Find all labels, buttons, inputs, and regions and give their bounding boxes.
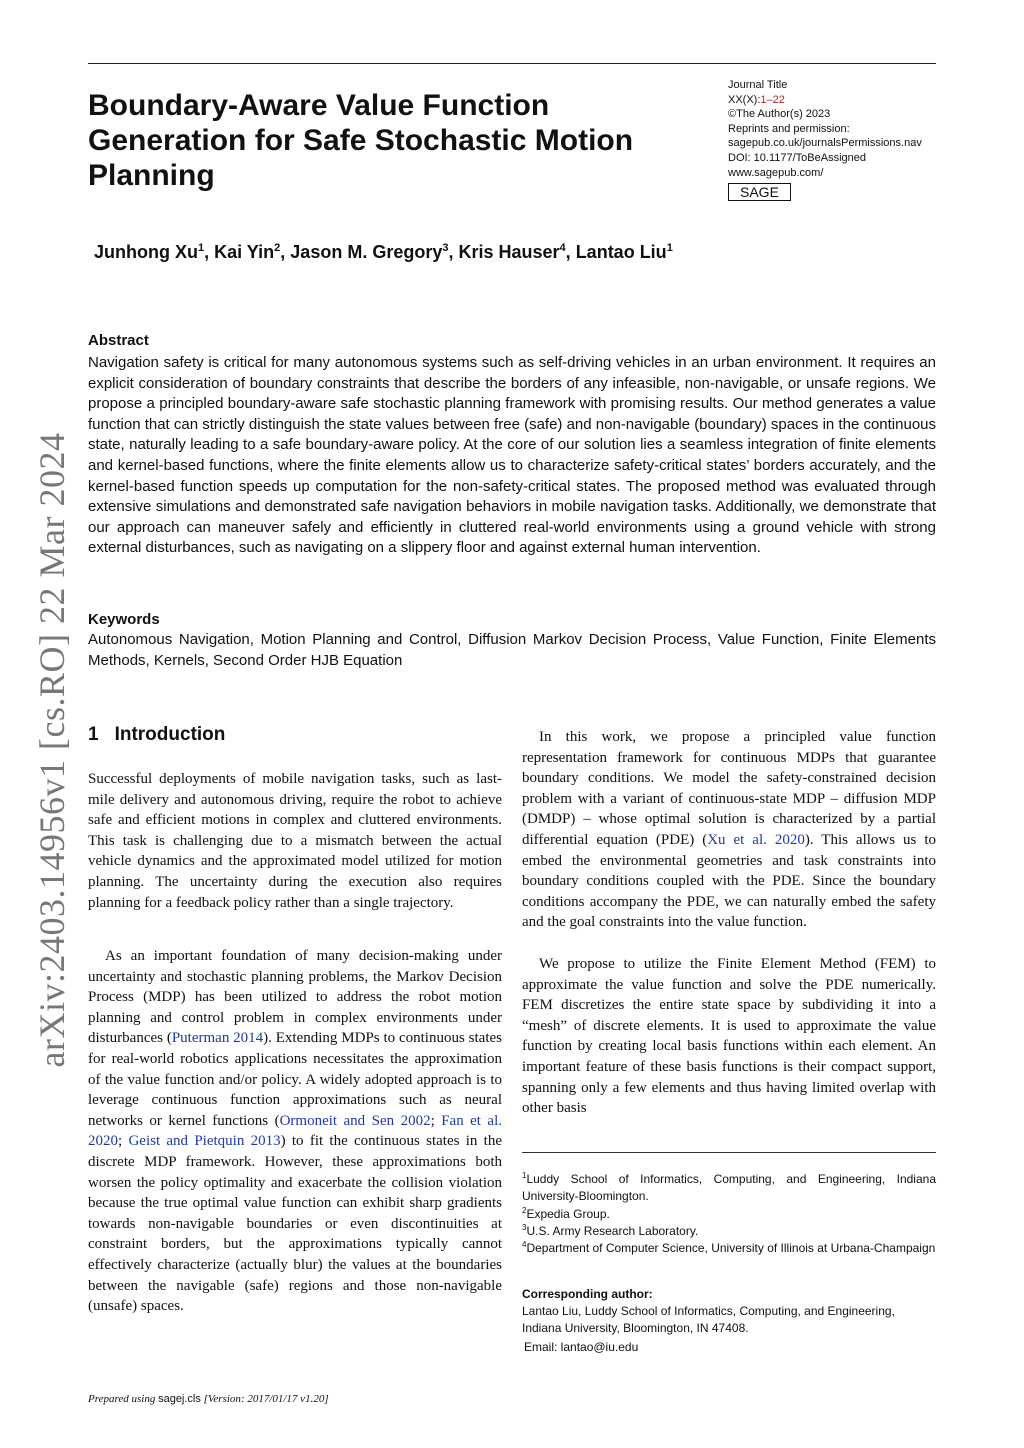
author: Junhong Xu$^1$ (94, 242, 205, 262)
arxiv-stamp: arXiv:2403.14956v1 [cs.RO] 22 Mar 2024 (32, 432, 72, 1068)
intro-paragraph-4: We propose to utilize the Finite Element Method (FEM) to approximate the value function and solve the PDE numerically. FEM discretizes the entire state space by subdividing it into a “mesh” of discrete elements. It is used to approximate the value function by creating local basis functions within each element. An important feature of these basis functions is their compact support, spanning only a few elements and thus having limited overlap with other basis (522, 956, 936, 1117)
journal-doi: DOI: 10.1177/ToBeAssigned (728, 151, 866, 164)
journal-website-link[interactable]: www.sagepub.com/ (728, 166, 824, 179)
corresponding-email[interactable]: Email: lantao@iu.edu (524, 1340, 639, 1354)
abstract-text: Navigation safety is critical for many autonomous systems such as self-driving vehicles in an urban environment. It requires an explicit consideration of boundary constraints that describe the borders of any infeasible, non-navigable, or unsafe regions. We propose a principled boundary-aware safe stochastic planning framework with promising results. Our method generates a value function that can strictly distinguish the state values between free (safe) and non-navigable (boundary) spaces in the continuous state, naturally leading to a safe boundary-aware policy. At the core of our solution lies a seamless integration of finite elements and kernel-based functions, where the finite elements allow us to characterize safety-critical states’ borders accurately, and the kernel-based function speeds up computation for the non-safety-critical states. The proposed method was evaluated through extensive simulations and demonstrated safe navigation behaviors in mobile navigation tasks. Additionally, we demonstrate that our approach can maneuver safely and efficiently in cluttered real-world environments using a ground vehicle with strong external disturbances, such as navigating on a slippery floor and against external human intervention. (88, 354, 937, 557)
citation-link[interactable]: Fan et al. 2020 (88, 1112, 502, 1150)
journal-reprints: Reprints and permission: (728, 122, 850, 135)
header-rule (88, 63, 936, 64)
abstract-heading: Abstract (88, 332, 149, 349)
citation-link[interactable]: Puterman 2014 (171, 1030, 264, 1047)
footnote-affiliation-4: $^4$Department of Computer Science, University of Illinois at Urbana-Champaign (522, 1240, 936, 1255)
author-list: Junhong Xu$^1$, Kai Yin$^2$, Jason M. Gregory$^3$, Kris Hauser$^4$, Lantao Liu$^1$ (94, 242, 673, 262)
journal-name: Journal Title (728, 79, 788, 91)
citation-link[interactable]: Xu et al. 2020 (707, 831, 805, 848)
author: Lantao Liu$^1$ (575, 242, 673, 262)
section-heading-introduction (88, 724, 225, 746)
section-title: Introduction (114, 724, 226, 745)
intro-paragraph-3: In this work, we propose a principled value function representation framework for continuous MDPs that guarantee boundary conditions. We model the safety-constrained decision problem with a variant of continuous-state MDP – diffusion MDP (DMDP) – whose optimal solution is characterized by a partial differential equation (PDE) (Xu et al. 2020). This allows us to embed the environmental geometries and task constraints into boundary conditions coupled with the PDE. Since the boundary conditions accompany the PDE, we can naturally embed the safety and the goal constraints into the value function. (522, 729, 936, 931)
intro-paragraph-1: Successful deployments of mobile navigation tasks, such as last-mile delivery and autonomous driving, require the robot to achieve safe and efficient motions in complex and cluttered environments. This task is challenging due to a mismatch between the actual vehicle dynamics and the approximated model utilized for motion planning. The uncertainty during the execution also requires planning for a feedback policy rather than a single trajectory. (88, 771, 502, 911)
footnote-rule (522, 1152, 936, 1153)
journal-copyright: ©The Author(s) 2023 (728, 108, 831, 121)
citation-link[interactable]: Geist and Pietquin 2013 (128, 1133, 281, 1150)
journal-pages: 1–22 (760, 93, 785, 106)
footnote-affiliation-1: $^1$Luddy School of Informatics, Computing, and Engineering, Indiana University-Bloomington. (522, 1171, 936, 1203)
footnote-affiliation-2: $^2$Expedia Group. (522, 1206, 610, 1221)
journal-info (728, 78, 948, 202)
page-footer: Prepared using sagej.cls [Version: 2017/01/17 v1.20] (88, 1393, 329, 1405)
journal-permissions-link[interactable]: sagepub.co.uk/journalsPermissions.nav (728, 137, 922, 150)
corresponding-author-text: Lantao Liu, Luddy School of Informatics, Computing, and Engineering, Indiana University, Bloomington, IN 47408. (522, 1304, 895, 1335)
journal-volume: XX(X):1–22 (728, 93, 785, 106)
publisher-logo: SAGE (728, 183, 791, 201)
intro-paragraph-2: As an important foundation of many decision-making under uncertainty and stochastic planning problems, the Markov Decision Process (MDP) has been utilized to address the robot motion planning and control problem in complex environments under disturbances (Puterman 2014). Extending MDPs to continuous states for real-world robotics applications necessitates the approximation of the value function and/or policy. A widely adopted approach is to leverage continuous function approximations such as neural networks or kernel functions (Ormoneit and Sen 2002; Fan et al. 2020; Geist and Pietquin 2013) to fit the continuous states in the discrete MDP framework. However, these approximations both worsen the policy optimality and exacerbate the collision violation because the true optimal value function can exhibit sharp gradients towards non-navigable boundaries or even discontinuities at constraint borders, but the approximations typically cannot effectively characterize (actually blur) the values at the boundaries between the navigable (safe) regions and those non-navigable (unsafe) spaces. (88, 948, 503, 1315)
section-number: 1 (88, 724, 99, 745)
author: Jason M. Gregory$^3$ (290, 242, 449, 262)
corresponding-author-heading: Corresponding author: (522, 1287, 653, 1301)
author: Kai Yin$^2$ (214, 242, 281, 262)
author: Kris Hauser$^4$ (458, 242, 566, 262)
keywords-heading: Keywords (88, 611, 160, 628)
keywords-text: Autonomous Navigation, Motion Planning and Control, Diffusion Markov Decision Process, Value Function, Finite Elements Methods, Kernels, Second Order HJB Equation (88, 631, 936, 669)
citation-link[interactable]: Ormoneit and Sen 2002 (279, 1112, 431, 1129)
paper-title: Boundary-Aware Value Function Generation for Safe Stochastic Motion Planning (88, 89, 634, 192)
footnote-affiliation-3: $^3$U.S. Army Research Laboratory. (522, 1223, 699, 1238)
